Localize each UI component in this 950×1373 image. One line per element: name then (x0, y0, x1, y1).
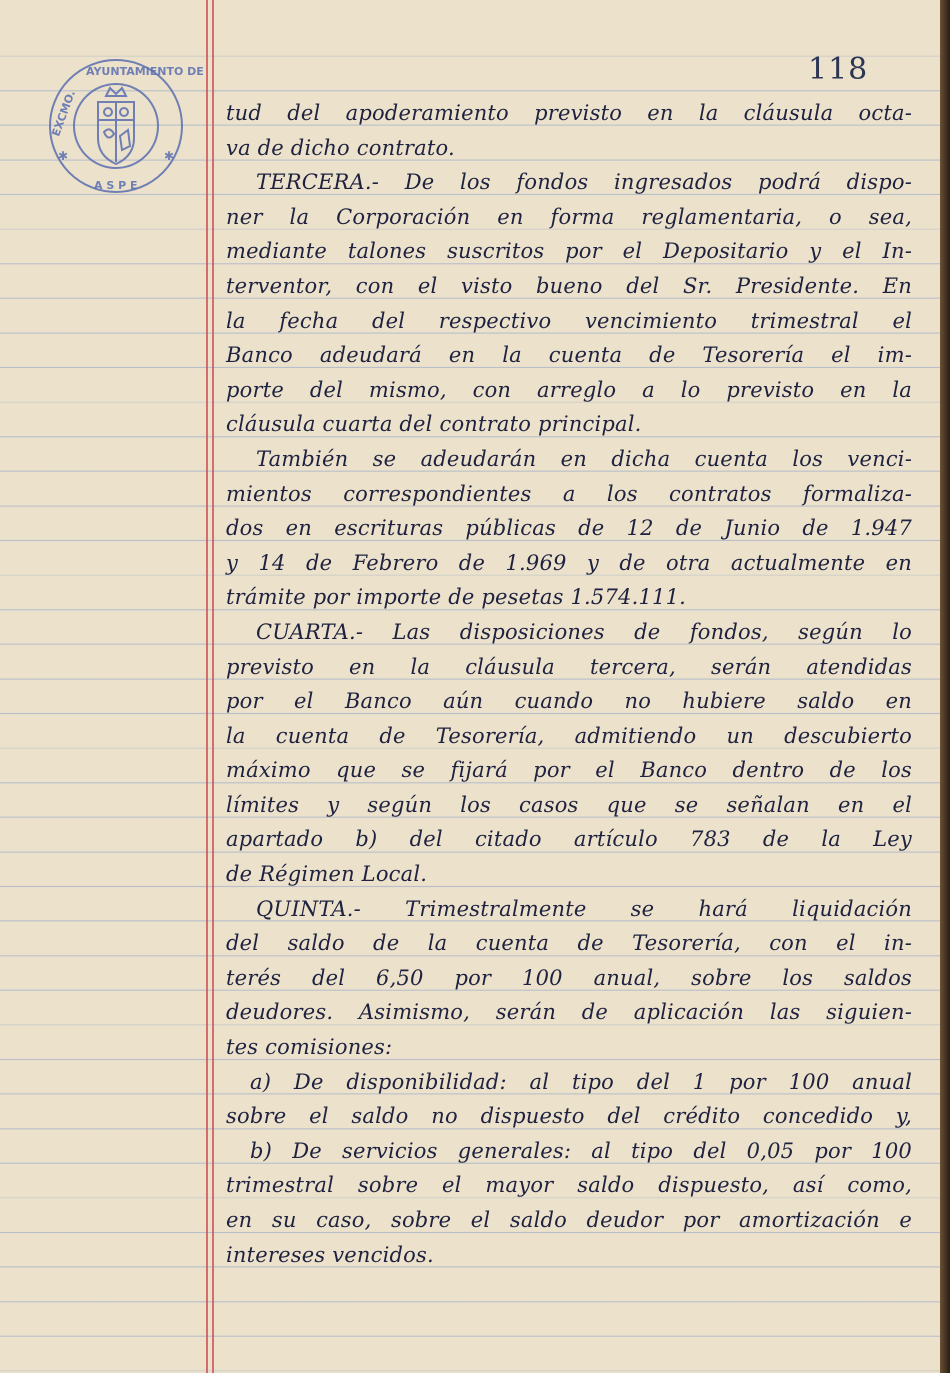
text-line: previsto en la cláusula tercera, serán atendidas (226, 654, 912, 679)
municipal-seal (46, 56, 204, 196)
svg-text:✱: ✱ (164, 149, 175, 163)
text-line: cláusula cuarta del contrato principal. (226, 412, 642, 437)
text-line: del saldo de la cuenta de Tesorería, con el in- (226, 931, 912, 956)
text-line: trámite por importe de pesetas 1.574.111. (226, 585, 687, 610)
handwritten-text (226, 96, 912, 1272)
text-line: QUINTA.- Trimestralmente se hará liquidación (256, 896, 912, 921)
text-line: mientos correspondientes a los contratos formaliza- (226, 481, 912, 506)
seal-top-text: AYUNTAMIENTO DE (86, 65, 204, 78)
seal-bottom-text: A S P E (94, 179, 138, 192)
margin-rule-left (206, 0, 208, 1373)
text-line: a) De disponibilidad: al tipo del 1 por 100 anual (250, 1069, 912, 1094)
text-line: dos en escrituras públicas de 12 de Junio de 1.947 (226, 516, 912, 541)
text-line: terés del 6,50 por 100 anual, sobre los saldos (226, 965, 912, 990)
text-line: tud del apoderamiento previsto en la cláusula octa- (226, 101, 912, 125)
text-line: límites y según los casos que se señalan en el (226, 792, 912, 817)
text-line: deudores. Asimismo, serán de aplicación las siguien- (226, 1000, 912, 1025)
text-line: sobre el saldo no dispuesto del crédito concedido y, (226, 1104, 912, 1129)
page-number: 118 (808, 52, 869, 87)
text-line: por el Banco aún cuando no hubiere saldo en (226, 689, 912, 714)
book-binding-edge (940, 0, 950, 1373)
text-line: apartado b) del citado artículo 783 de la Ley (226, 827, 912, 852)
text-line: terventor, con el visto bueno del Sr. Presidente. En (226, 273, 912, 298)
text-line: tes comisiones: (226, 1035, 393, 1060)
text-line: Banco adeudará en la cuenta de Tesorería el im- (226, 343, 912, 368)
text-line: máximo que se fijará por el Banco dentro de los (226, 758, 912, 783)
text-line: También se adeudarán en dicha cuenta los venci- (256, 446, 912, 471)
text-line: trimestral sobre el mayor saldo dispuesto, así como, (226, 1173, 912, 1198)
svg-text:✱: ✱ (58, 149, 69, 163)
text-line: va de dicho contrato. (226, 135, 455, 160)
text-line: porte del mismo, con arreglo a lo previsto en la (226, 377, 912, 402)
text-line: CUARTA.- Las disposiciones de fondos, según lo (256, 619, 912, 644)
text-line: y 14 de Febrero de 1.969 y de otra actualmente en (226, 550, 912, 575)
text-line: mediante talones suscritos por el Depositario y el In- (226, 239, 912, 264)
text-line: TERCERA.- De los fondos ingresados podrá dispo- (256, 170, 912, 195)
text-line: la cuenta de Tesorería, admitiendo un descubierto (226, 723, 912, 748)
text-line: en su caso, sobre el saldo deudor por amortización e (226, 1208, 912, 1232)
seal-icon (46, 56, 204, 196)
text-line: b) De servicios generales: al tipo del 0,05 por 100 (250, 1138, 912, 1163)
margin-rule-right (212, 0, 214, 1373)
text-line: ner la Corporación en forma reglamentaria, o sea, (226, 204, 912, 229)
text-line: de Régimen Local. (226, 862, 428, 887)
text-line: la fecha del respectivo vencimiento trimestral el (226, 308, 912, 333)
seal-left-text: EXCMO. (49, 88, 78, 139)
text-line: intereses vencidos. (226, 1242, 434, 1267)
